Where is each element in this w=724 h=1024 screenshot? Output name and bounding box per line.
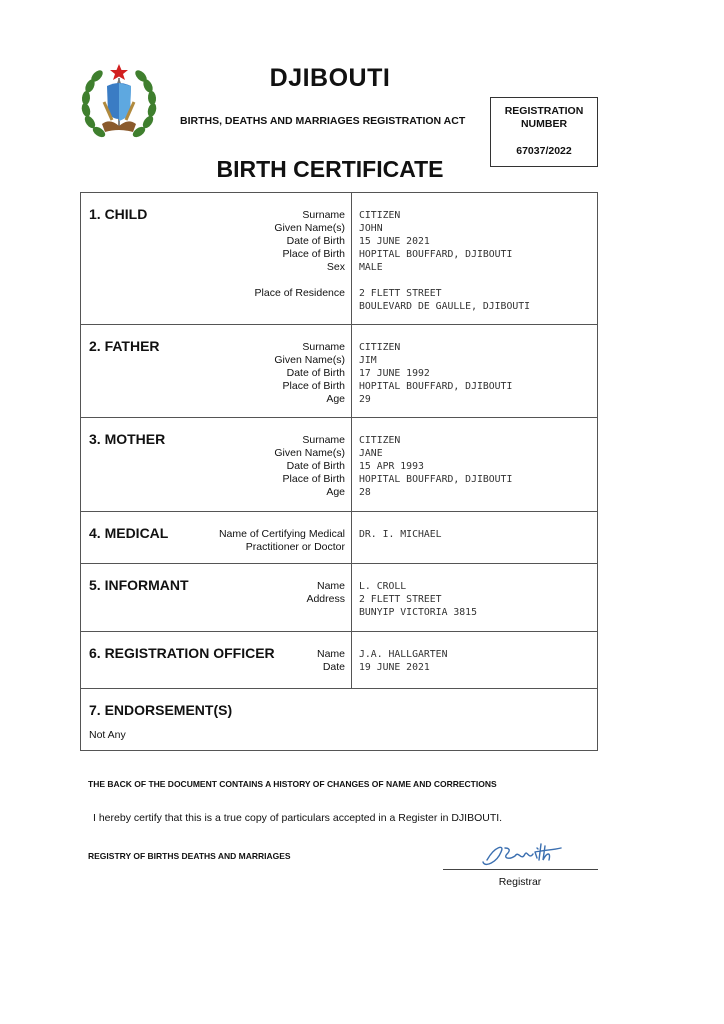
field-label: Practitioner or Doctor bbox=[245, 541, 345, 553]
section-registration-officer bbox=[81, 632, 597, 689]
registration-number-label: REGISTRATION NUMBER bbox=[504, 105, 584, 130]
field-value: 29 bbox=[359, 394, 371, 405]
field-label: Name of Certifying Medical bbox=[218, 528, 345, 540]
field-label: Place of Birth bbox=[282, 380, 345, 392]
section-informant bbox=[81, 564, 597, 632]
field-value: HOPITAL BOUFFARD, DJIBOUTI bbox=[359, 381, 513, 392]
field-label: Place of Residence bbox=[254, 287, 345, 299]
field-labels bbox=[274, 341, 345, 406]
field-value: J.A. HALLGARTEN bbox=[359, 649, 448, 660]
field-labels bbox=[255, 209, 345, 300]
djibouti-emblem-icon bbox=[80, 62, 158, 146]
registrar-signature bbox=[475, 838, 565, 872]
field-value: 28 bbox=[359, 487, 371, 498]
field-value: 2 FLETT STREET bbox=[359, 594, 442, 605]
back-of-document-note: THE BACK OF THE DOCUMENT CONTAINS A HISTORY OF CHANGES OF NAME AND CORRECTIONS bbox=[88, 779, 497, 789]
field-label: Date bbox=[322, 661, 345, 673]
field-label: Name bbox=[316, 648, 345, 660]
endorsement-text: Not Any bbox=[89, 729, 126, 741]
certification-statement: I hereby certify that this is a true copy of particulars accepted in a Register in DJIBOUTI. bbox=[93, 812, 503, 824]
section-child bbox=[81, 193, 597, 325]
field-values bbox=[351, 193, 597, 324]
field-label: Given Name(s) bbox=[274, 447, 345, 459]
section-mother bbox=[81, 418, 597, 512]
field-value: HOPITAL BOUFFARD, DJIBOUTI bbox=[359, 249, 513, 260]
field-label: Date of Birth bbox=[286, 367, 345, 379]
registration-number-value: 67037/2022 bbox=[516, 145, 572, 157]
country-title: DJIBOUTI bbox=[269, 64, 391, 92]
field-value: 15 JUNE 2021 bbox=[359, 236, 430, 247]
field-value: 15 APR 1993 bbox=[359, 461, 424, 472]
section-title: 4. MEDICAL bbox=[89, 525, 169, 541]
field-label: Date of Birth bbox=[286, 235, 345, 247]
field-value: JIM bbox=[359, 355, 377, 366]
signature-line bbox=[443, 869, 598, 870]
section-title: 6. REGISTRATION OFFICER bbox=[89, 645, 275, 661]
field-value: JANE bbox=[359, 448, 383, 459]
field-value: CITIZEN bbox=[359, 435, 401, 446]
field-values bbox=[351, 512, 597, 563]
field-value: JOHN bbox=[359, 223, 383, 234]
field-values bbox=[351, 325, 597, 417]
field-value: 17 JUNE 1992 bbox=[359, 368, 430, 379]
field-label: Name bbox=[316, 580, 345, 592]
field-label: Surname bbox=[302, 209, 345, 221]
section-medical bbox=[81, 512, 597, 564]
field-value: MALE bbox=[359, 262, 383, 273]
field-label: Age bbox=[326, 486, 345, 498]
field-label: Age bbox=[326, 393, 345, 405]
field-label: Place of Birth bbox=[282, 248, 345, 260]
field-label: Given Name(s) bbox=[274, 354, 345, 366]
field-label: Surname bbox=[302, 434, 345, 446]
field-label: Date of Birth bbox=[286, 460, 345, 472]
section-title: 5. INFORMANT bbox=[89, 577, 189, 593]
field-values bbox=[351, 418, 597, 511]
field-value: BOULEVARD DE GAULLE, DJIBOUTI bbox=[359, 301, 531, 312]
section-title: 2. FATHER bbox=[89, 338, 160, 354]
certificate-title: BIRTH CERTIFICATE bbox=[216, 156, 444, 182]
registration-number-box bbox=[490, 97, 598, 167]
field-value: HOPITAL BOUFFARD, DJIBOUTI bbox=[359, 474, 513, 485]
field-label: Given Name(s) bbox=[274, 222, 345, 234]
certificate-table bbox=[80, 192, 598, 751]
registrar-label: Registrar bbox=[498, 876, 542, 888]
field-labels bbox=[274, 434, 345, 499]
section-father bbox=[81, 325, 597, 418]
field-labels bbox=[219, 528, 345, 554]
field-value: L. CROLL bbox=[359, 581, 407, 592]
field-label: Place of Birth bbox=[282, 473, 345, 485]
section-endorsement bbox=[81, 689, 597, 750]
section-title: 7. ENDORSEMENT(S) bbox=[89, 702, 233, 718]
field-values bbox=[351, 564, 597, 631]
field-value: 2 FLETT STREET bbox=[359, 288, 442, 299]
field-value: CITIZEN bbox=[359, 210, 401, 221]
field-label: Surname bbox=[302, 341, 345, 353]
registry-name: REGISTRY OF BIRTHS DEATHS AND MARRIAGES bbox=[88, 851, 291, 861]
section-title: 3. MOTHER bbox=[89, 431, 166, 447]
field-values bbox=[351, 632, 597, 688]
field-labels bbox=[306, 580, 345, 606]
field-value: 19 JUNE 2021 bbox=[359, 662, 430, 673]
field-label: Address bbox=[306, 593, 345, 605]
field-value: CITIZEN bbox=[359, 342, 401, 353]
field-label: Sex bbox=[326, 261, 345, 273]
field-value: BUNYIP VICTORIA 3815 bbox=[359, 607, 477, 618]
section-title: 1. CHILD bbox=[89, 206, 148, 222]
act-title: BIRTHS, DEATHS AND MARRIAGES REGISTRATION ACT bbox=[180, 115, 466, 127]
field-labels bbox=[317, 648, 345, 674]
field-value: DR. I. MICHAEL bbox=[359, 529, 442, 540]
